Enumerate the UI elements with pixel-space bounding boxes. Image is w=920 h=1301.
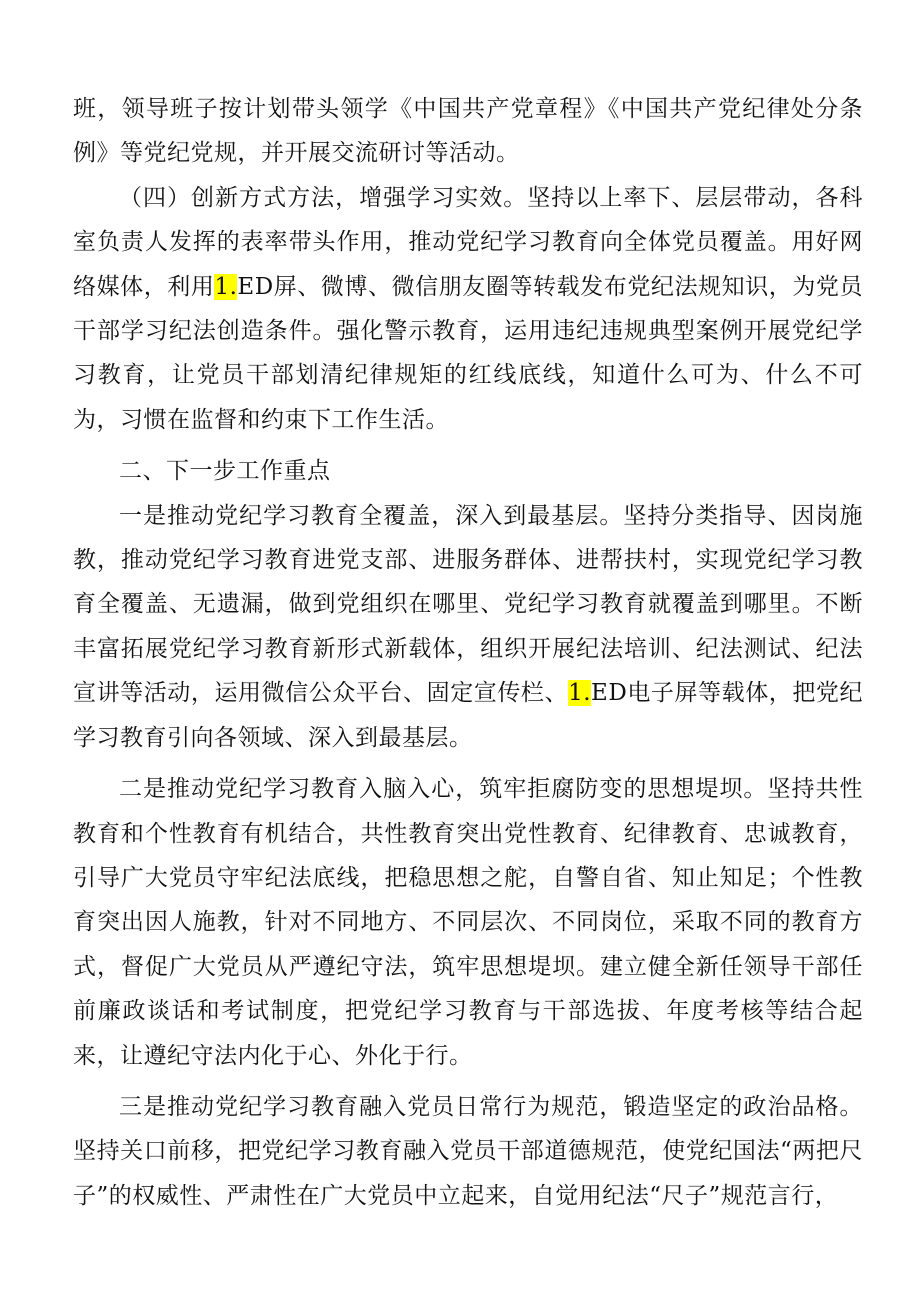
heading-text: 二、下一步工作重点 [119, 458, 331, 485]
paragraph-full-coverage [73, 494, 863, 760]
paragraph-text: ED屏、微博、微信朋友圈等转载发布党纪法规知识，为党员干部学习纪法创造条件。强化警示教育，运用违纪违规典型案例开展党纪学习教育，让党员干部划清纪律规矩的红线底线，知道什么可为、什么不可为，习惯在监督和约束下工作生活。 [73, 273, 864, 433]
paragraph-into-minds [73, 767, 863, 1078]
highlighted-text: 1. [568, 680, 592, 707]
paragraph-text: 三是推动党纪学习教育融入党员日常行为规范，锻造坚定的政治品格。坚持关口前移，把党纪学习教育融入党员干部道德规范，使党纪国法“两把尺子”的权威性、严肃性在广大党员中立起来，自觉用纪法“尺子”规范言行， [73, 1093, 863, 1209]
paragraph-text: 二是推动党纪学习教育入脑入心，筑牢拒腐防变的思想堤坝。坚持共性教育和个性教育有机结合，共性教育突出党性教育、纪律教育、忠诚教育，引导广大党员守牢纪法底线，把稳思想之舵，自警自省、知止知足；个性教育突出因人施教，针对不同地方、不同层次、不同岗位，采取不同的教育方式，督促广大党员从严遵纪守法，筑牢思想堤坝。建立健全新任领导干部任前廉政谈话和考试制度，把党纪学习教育与干部选拔、年度考核等结合起来，让遵纪守法内化于心、外化于行。 [73, 776, 863, 1069]
paragraph-daily-conduct [73, 1085, 863, 1218]
paragraph-continued [73, 87, 863, 176]
highlighted-text: 1. [214, 273, 238, 300]
paragraph-text: 一是推动党纪学习教育全覆盖，深入到最基层。坚持分类指导、因岗施教，推动党纪学习教育进党支部、进服务群体、进帮扶村，实现党纪学习教育全覆盖、无遗漏，做到党组织在哪里、党纪学习教育就覆盖到哪里。不断丰富拓展党纪学习教育新形式新载体，组织开展纪法培训、纪法测试、纪法宣讲等活动，运用微信公众平台、固定宣传栏、 [73, 502, 863, 707]
document-body [73, 87, 863, 1218]
paragraph-innovate-methods [73, 176, 863, 442]
section-heading-next-steps [73, 449, 863, 493]
paragraph-text: ED电子屏等载体，把党纪学习教育引向各领域、深入到最基层。 [73, 680, 864, 751]
paragraph-text: 班，领导班子按计划带头领学《中国共产党章程》《中国共产党纪律处分条例》等党纪党规，并开展交流研讨等活动。 [73, 96, 863, 167]
paragraph-text: （四）创新方式方法，增强学习实效。坚持以上率下、层层带动，各科室负责人发挥的表率带头作用，推动党纪学习教育向全体党员覆盖。用好网络媒体，利用 [73, 184, 863, 300]
